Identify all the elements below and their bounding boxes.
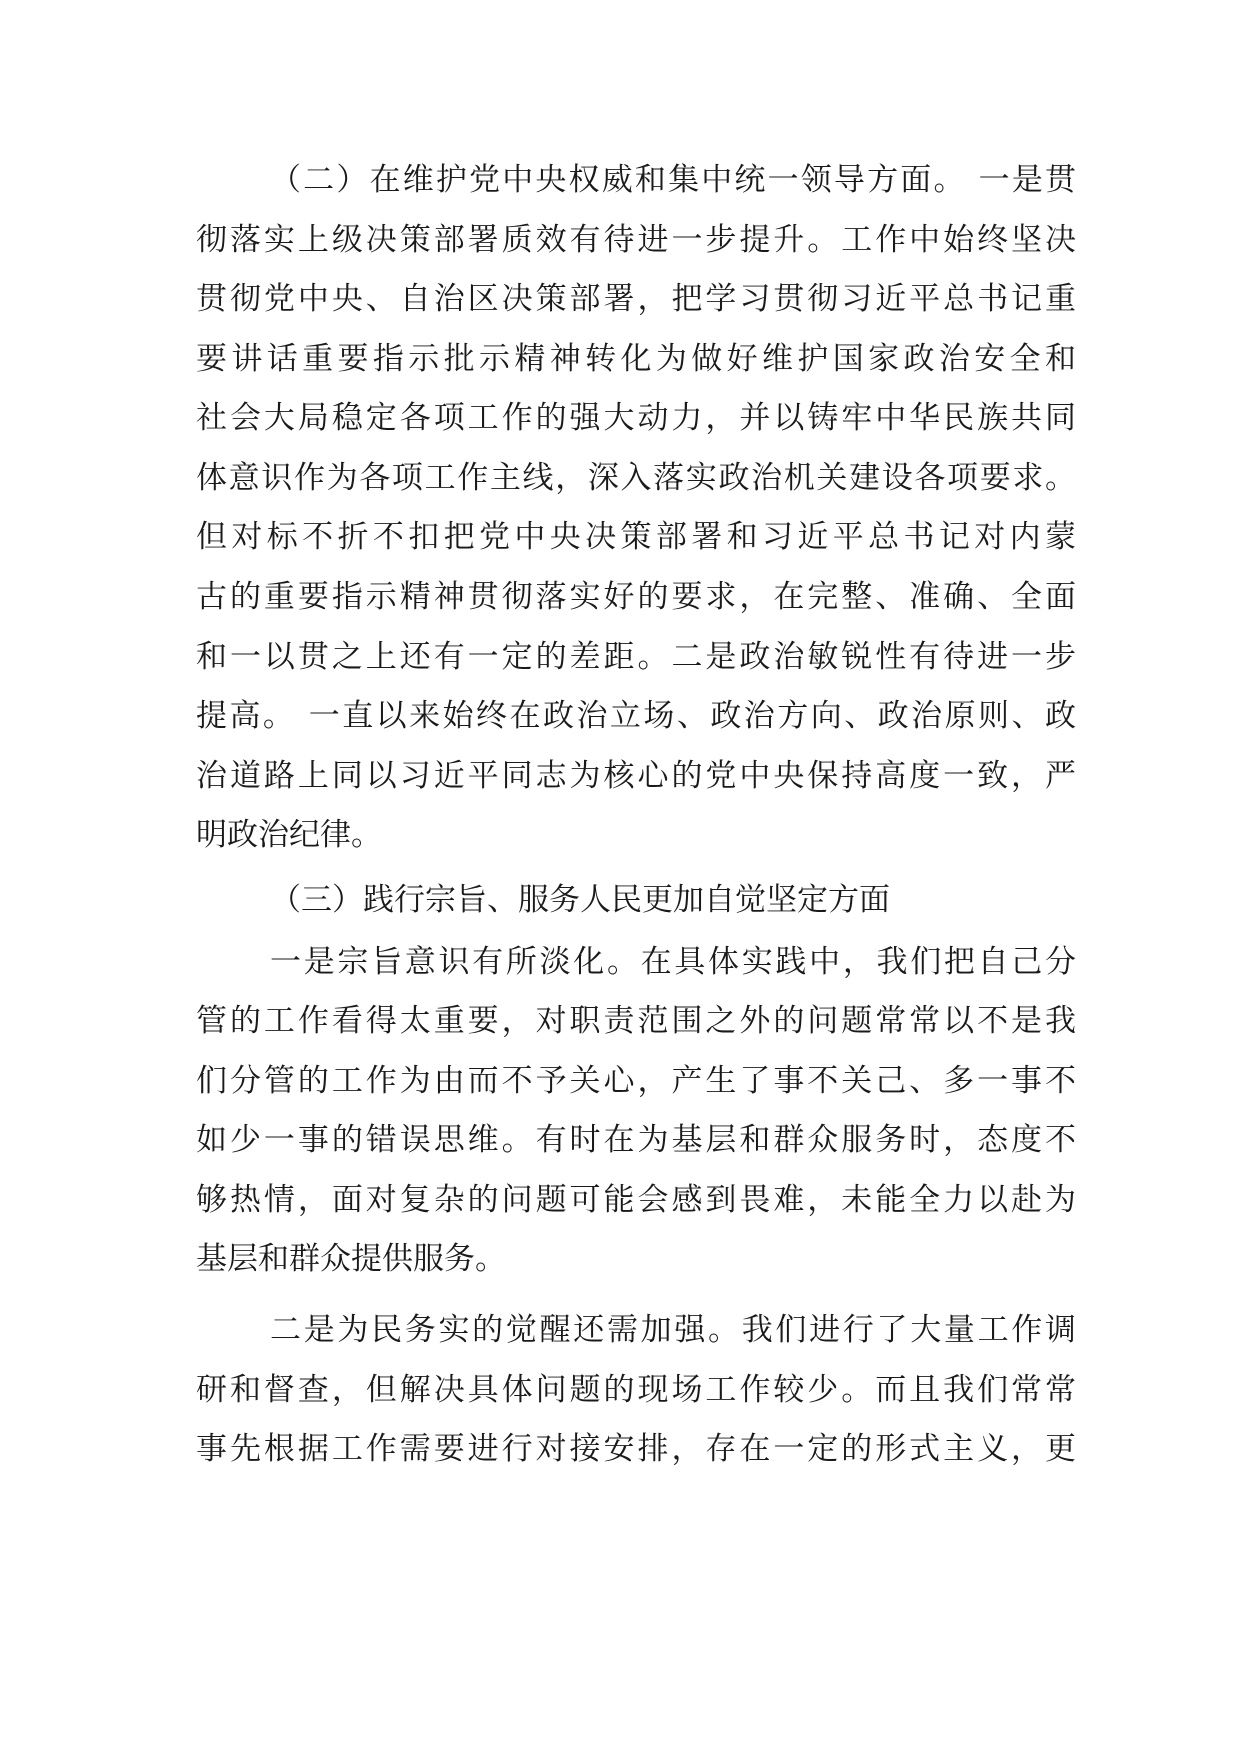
para-1-line-3: 们分管的工作为由而不予关心，产生了事不关己、多一事不 [196, 1063, 1076, 1099]
section-2-line-9: 和一以贯之上还有一定的差距。二是政治敏锐性有待进一步 [196, 639, 1076, 675]
para-1-line-6: 基层和群众提供服务。 [196, 1241, 506, 1277]
section-2-line-8: 古的重要指示精神贯彻落实好的要求，在完整、准确、全面 [196, 579, 1076, 615]
para-1-line-1: 一是宗旨意识有所淡化。在具体实践中，我们把自己分 [270, 944, 1076, 980]
para-1-line-2: 管的工作看得太重要，对职责范围之外的问题常常以不是我 [196, 1003, 1076, 1039]
section-2-line-3: 贯彻党中央、自治区决策部署，把学习贯彻习近平总书记重 [196, 281, 1076, 317]
section-2-line-6: 体意识作为各项工作主线，深入落实政治机关建设各项要求。 [196, 460, 1076, 496]
para-1-line-5: 够热情，面对复杂的问题可能会感到畏难，未能全力以赴为 [196, 1182, 1076, 1218]
para-1-line-4: 如少一事的错误思维。有时在为基层和群众服务时，态度不 [196, 1122, 1076, 1158]
para-2-line-3: 事先根据工作需要进行对接安排，存在一定的形式主义，更 [196, 1431, 1076, 1467]
section-2-line-12: 明政治纪律。 [196, 817, 382, 853]
section-2-line-4: 要讲话重要指示批示精神转化为做好维护国家政治安全和 [196, 341, 1076, 377]
section-2-line-2: 彻落实上级决策部署质效有待进一步提升。工作中始终坚决 [196, 222, 1076, 258]
section-3-heading: （三）践行宗旨、服务人民更加自觉坚定方面 [270, 882, 890, 918]
section-2-line-5: 社会大局稳定各项工作的强大动力，并以铸牢中华民族共同 [196, 400, 1076, 436]
section-2-line-7: 但对标不折不扣把党中央决策部署和习近平总书记对内蒙 [196, 519, 1076, 555]
para-2-line-1: 二是为民务实的觉醒还需加强。我们进行了大量工作调 [270, 1312, 1076, 1348]
section-2-line-10: 提高。 一直以来始终在政治立场、政治方向、政治原则、政 [196, 698, 1076, 734]
section-2-line-11: 治道路上同以习近平同志为核心的党中央保持高度一致，严 [196, 758, 1076, 794]
para-2-line-2: 研和督查，但解决具体问题的现场工作较少。而且我们常常 [196, 1372, 1076, 1408]
section-2-line-1: （二）在维护党中央权威和集中统一领导方面。 一是贯 [270, 162, 1076, 198]
